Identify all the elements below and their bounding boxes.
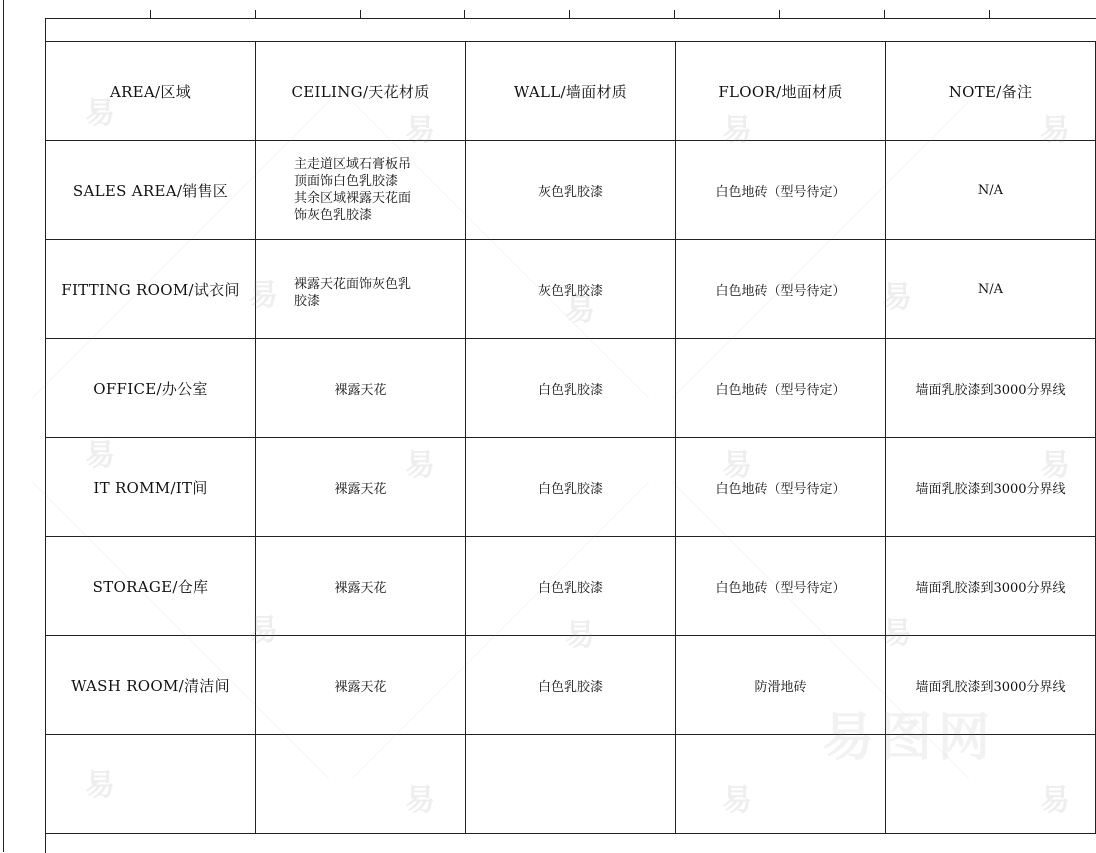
header-floor: FLOOR/地面材质 (676, 42, 886, 141)
header-note: NOTE/备注 (886, 42, 1096, 141)
area-cell: WASH ROOM/清洁间 (46, 636, 256, 735)
ruler-tick (464, 10, 465, 18)
top-ruler-ticks (0, 0, 1096, 20)
note-cell: N/A (886, 141, 1096, 240)
ruler-tick (989, 10, 990, 18)
watermark-mark: 易 (405, 448, 435, 483)
frame-top-line (45, 18, 1096, 19)
floor-cell: 白色地砖（型号待定） (676, 438, 886, 537)
table-row (46, 537, 1096, 636)
wall-cell: 白色乳胶漆 (466, 339, 676, 438)
table-row (46, 636, 1096, 735)
ceiling-line: 主走道区域石膏板吊 (294, 157, 412, 172)
ceiling-line: 裸露天花面饰灰色乳 (294, 277, 412, 292)
material-spec-table (45, 41, 1096, 834)
table-row (46, 438, 1096, 537)
wall-cell: 白色乳胶漆 (466, 438, 676, 537)
ruler-tick (779, 10, 780, 18)
watermark-mark: 易 (85, 438, 115, 473)
watermark-mark: 易 (565, 618, 595, 653)
table-row (46, 339, 1096, 438)
area-cell: IT ROMM/IT间 (46, 438, 256, 537)
area-cell: SALES AREA/销售区 (46, 141, 256, 240)
wall-cell: 灰色乳胶漆 (466, 141, 676, 240)
watermark-mark: 易 (85, 768, 115, 803)
header-area: AREA/区域 (46, 42, 256, 141)
wall-cell: 白色乳胶漆 (466, 537, 676, 636)
table-row-empty (46, 735, 1096, 834)
watermark-mark: 易 (85, 96, 115, 131)
header-wall: WALL/墙面材质 (466, 42, 676, 141)
watermark-mark: 易 (565, 293, 595, 328)
wall-cell (466, 735, 676, 834)
watermark-mark: 易 (722, 113, 752, 148)
floor-cell (676, 735, 886, 834)
floor-cell: 白色地砖（型号待定） (676, 240, 886, 339)
frame-bottom-strip (45, 833, 1096, 853)
ceiling-cell (256, 141, 466, 240)
note-cell (886, 735, 1096, 834)
ceiling-cell (256, 735, 466, 834)
ceiling-line: 饰灰色乳胶漆 (294, 208, 373, 223)
watermark-mark: 易 (248, 613, 278, 648)
table-row (46, 141, 1096, 240)
watermark-mark: 易 (1040, 783, 1070, 818)
note-cell: 墙面乳胶漆到3000分界线 (886, 339, 1096, 438)
ceiling-line: 顶面饰白色乳胶漆 (294, 174, 399, 189)
ruler-tick (150, 10, 151, 18)
ceiling-cell (256, 240, 466, 339)
header-ceiling: CEILING/天花材质 (256, 42, 466, 141)
note-cell: 墙面乳胶漆到3000分界线 (886, 438, 1096, 537)
watermark-mark: 易 (1040, 448, 1070, 483)
ceiling-cell: 裸露天花 (256, 636, 466, 735)
watermark-mark: 易 (405, 113, 435, 148)
wall-cell: 白色乳胶漆 (466, 636, 676, 735)
page-border-left (3, 0, 4, 852)
table-row (46, 240, 1096, 339)
floor-cell: 白色地砖（型号待定） (676, 141, 886, 240)
ruler-tick (674, 10, 675, 18)
watermark-brand: 易图网 (822, 708, 997, 768)
note-cell: 墙面乳胶漆到3000分界线 (886, 636, 1096, 735)
floor-cell: 白色地砖（型号待定） (676, 339, 886, 438)
ceiling-cell: 裸露天花 (256, 438, 466, 537)
watermark-mark: 易 (722, 783, 752, 818)
ruler-tick (884, 10, 885, 18)
frame-left-line (45, 18, 46, 42)
area-cell: STORAGE/仓库 (46, 537, 256, 636)
note-cell: 墙面乳胶漆到3000分界线 (886, 537, 1096, 636)
ceiling-cell: 裸露天花 (256, 537, 466, 636)
ruler-tick (255, 10, 256, 18)
note-cell: N/A (886, 240, 1096, 339)
watermark-mark: 易 (882, 616, 912, 651)
wall-cell: 灰色乳胶漆 (466, 240, 676, 339)
ceiling-line: 胶漆 (294, 294, 321, 309)
ruler-tick (360, 10, 361, 18)
area-cell: OFFICE/办公室 (46, 339, 256, 438)
watermark-mark: 易 (882, 280, 912, 315)
area-cell (46, 735, 256, 834)
watermark-mark: 易 (405, 783, 435, 818)
area-cell: FITTING ROOM/试衣间 (46, 240, 256, 339)
ruler-tick (569, 10, 570, 18)
ceiling-line: 其余区域裸露天花面 (294, 191, 412, 206)
watermark-mark: 易 (1040, 113, 1070, 148)
watermark-mark: 易 (722, 448, 752, 483)
floor-cell: 防滑地砖 (676, 636, 886, 735)
ceiling-cell: 裸露天花 (256, 339, 466, 438)
watermark-mark: 易 (248, 278, 278, 313)
floor-cell: 白色地砖（型号待定） (676, 537, 886, 636)
table-header-row (46, 42, 1096, 141)
